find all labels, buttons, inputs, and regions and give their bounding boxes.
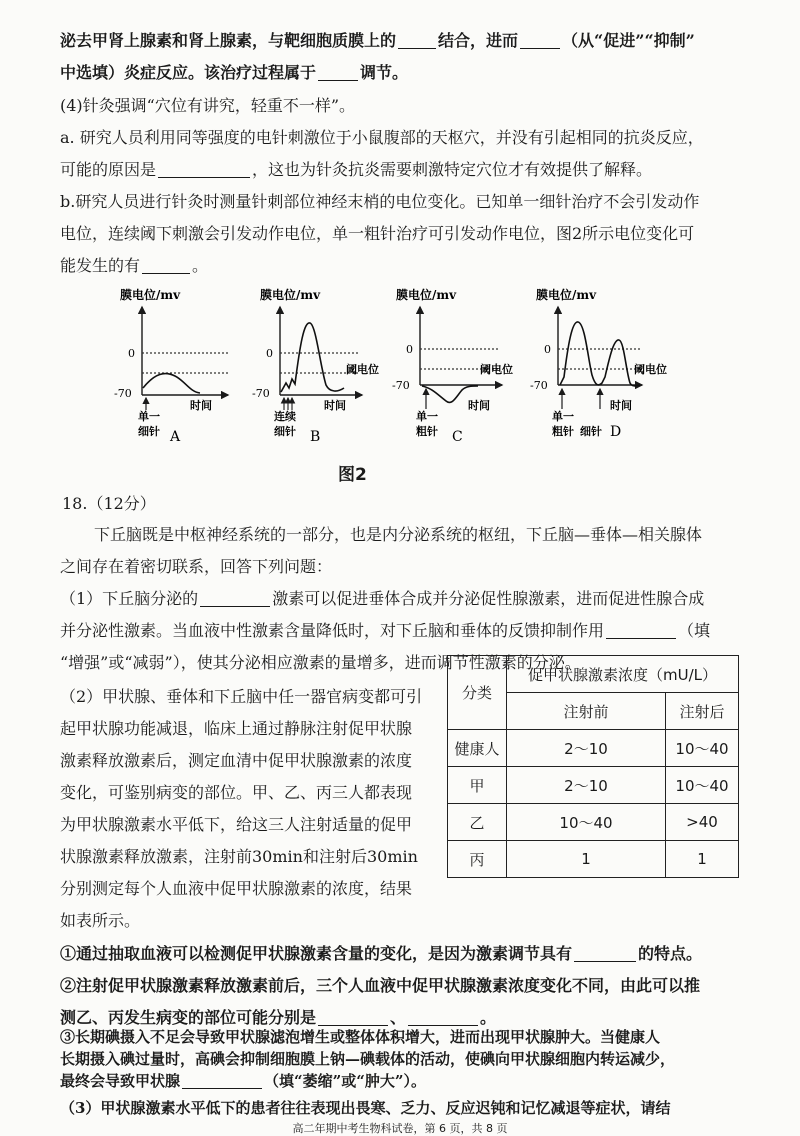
tick-zero: 0 (544, 343, 551, 356)
x-axis-label: 时间 (610, 399, 632, 412)
text-line: (4)针灸强调“穴位有讲究，轻重不一样”。 (60, 96, 356, 115)
threshold-label: 阈电位 (480, 363, 513, 376)
panel-letter: B (310, 429, 321, 445)
text-line: “增强”或“减弱”），使其分泌相应激素的量增多，进而调节性激素的分泌。 (60, 653, 581, 672)
text-line: a. 研究人员利用同等强度的电针刺激位于小鼠腹部的天枢穴，并没有引起相同的抗炎反应， (60, 128, 704, 147)
tick-neg70: -70 (114, 387, 132, 400)
hormone-table (447, 655, 739, 878)
panel-letter: A (170, 429, 181, 445)
answer-blank[interactable] (606, 622, 676, 639)
table-cell: 2～10 (507, 730, 666, 767)
answer-blank[interactable] (408, 1009, 478, 1026)
table-cell: 丙 (448, 841, 507, 878)
answer-blank[interactable] (574, 945, 636, 962)
table-header: 注射后 (666, 693, 739, 730)
answer-blank[interactable] (158, 161, 250, 178)
answer-blank[interactable] (182, 1072, 262, 1089)
panel-letter: D (610, 424, 622, 440)
stimulus-label: 细针 (138, 425, 160, 438)
answer-blank[interactable] (520, 32, 560, 49)
text-line: 可能的原因是 ，这也为针灸抗炎需要刺激特定穴位才有效提供了解释。 (60, 160, 653, 179)
curve-a (143, 374, 200, 393)
panel-b (252, 287, 379, 445)
answer-blank[interactable] (142, 257, 190, 274)
text-line: 分别测定每个人血液中促甲状腺激素的浓度，结果 (60, 879, 413, 898)
table-cell: 乙 (448, 804, 507, 841)
answer-blank[interactable] (318, 1009, 388, 1026)
x-axis-label: 时间 (324, 399, 346, 412)
text-line: （3）甲状腺激素水平低下的患者往往表现出畏寒、乏力、反应迟钝和记忆减退等症状，请结 (60, 1099, 671, 1117)
table-row (448, 730, 739, 767)
table-header: 分类 (448, 656, 507, 730)
text-line: 变化，可鉴别病变的部位。甲、乙、丙三人都表现 (60, 783, 413, 802)
text-line: （1）下丘脑分泌的 激素可以促进垂体合成并分泌促性腺激素，进而促进性腺合成 (60, 589, 705, 608)
text-line: 如表所示。 (60, 911, 141, 930)
table-cell: >40 (666, 804, 739, 841)
text-line: 长期摄入碘过量时，高碘会抑制细胞膜上钠—碘载体的活动，使碘向甲状腺细胞内转运减少， (60, 1050, 676, 1068)
stimulus-label: 单一 (138, 410, 160, 423)
figure-2-potential-charts (110, 285, 670, 455)
table-cell: 1 (507, 841, 666, 878)
table-cell: 10～40 (666, 730, 739, 767)
text-line: 为甲状腺激素水平低下，给这三人注射适量的促甲 (60, 815, 413, 834)
tick-zero: 0 (406, 343, 413, 356)
threshold-label: 阈电位 (346, 363, 379, 376)
x-axis-label: 时间 (468, 399, 490, 412)
panel-letter: C (452, 429, 463, 445)
y-axis-label: 膜电位/mv (120, 288, 181, 302)
curve-d (560, 322, 640, 386)
text-line: ①通过抽取血液可以检测促甲状腺激素含量的变化，是因为激素调节具有 的特点。 (60, 944, 703, 963)
tick-neg70: -70 (392, 379, 410, 392)
text-line: ②注射促甲状腺激素释放激素前后，三个人血液中促甲状腺激素浓度变化不同，由此可以推 (60, 976, 701, 995)
page-footer: 高二年期中考生物科试卷，第 6 页，共 8 页 (292, 1122, 508, 1135)
table-cell: 1 (666, 841, 739, 878)
table-cell: 2～10 (507, 767, 666, 804)
table-cell: 10～40 (507, 804, 666, 841)
table-header: 促甲状腺激素浓度（mU/L） (507, 656, 739, 693)
panel-d (530, 287, 667, 440)
text-line: 最终会导致甲状腺 （填“萎缩”或“肿大”）。 (60, 1072, 427, 1090)
table-cell: 健康人 (448, 730, 507, 767)
answer-blank[interactable] (398, 32, 436, 49)
table-row (448, 841, 739, 878)
question-number: 18.（12分） (62, 494, 156, 513)
stimulus-label: 单一 (416, 410, 438, 423)
curve-b (281, 323, 344, 392)
text-line: 状腺激素释放激素，注射前30min和注射后30min (60, 847, 418, 866)
text-line: 电位，连续阈下刺激会引发动作电位，单一粗针治疗可引发动作电位，图2所示电位变化可 (60, 224, 695, 243)
y-axis-label: 膜电位/mv (536, 288, 597, 302)
table-header: 注射前 (507, 693, 666, 730)
text-line: 中选填）炎症反应。该治疗过程属于 调节。 (60, 63, 409, 82)
text-line: 激素释放激素后，测定血清中促甲状腺激素的浓度 (60, 751, 413, 770)
x-axis-label: 时间 (190, 399, 212, 412)
text-line: 测乙、丙发生病变的部位可能分别是 、 。 (60, 1008, 497, 1027)
text-line: 之间存在着密切联系，回答下列问题： (60, 557, 333, 576)
tick-neg70: -70 (530, 379, 548, 392)
text-line: 并分泌性激素。当血液中性激素含量降低时，对下丘脑和垂体的反馈抑制作用 （填 (60, 621, 711, 640)
stimulus-label: 粗针 (416, 425, 438, 438)
answer-blank[interactable] (200, 590, 270, 607)
stimulus-label: 细针 (580, 425, 602, 438)
text-line: 能发生的有 。 (60, 256, 209, 275)
stimulus-label: 粗针 (552, 425, 574, 438)
answer-blank[interactable] (318, 64, 358, 81)
table-row (448, 804, 739, 841)
panel-a (114, 287, 228, 445)
y-axis-label: 膜电位/mv (260, 288, 321, 302)
text-line: ③长期碘摄入不足会导致甲状腺滤泡增生或整体体积增大，进而出现甲状腺肿大。当健康人 (60, 1028, 661, 1046)
stimulus-label: 细针 (274, 425, 296, 438)
tick-neg70: -70 (252, 387, 270, 400)
text-line: （2）甲状腺、垂体和下丘脑中任一器官病变都可引 (60, 687, 423, 706)
panel-c (392, 287, 513, 445)
text-line: 起甲状腺功能减退，临床上通过静脉注射促甲状腺 (60, 719, 413, 738)
text-line: 下丘脑既是中枢神经系统的一部分，也是内分泌系统的枢纽，下丘脑—垂体—相关腺体 (94, 525, 703, 544)
stimulus-label: 连续 (274, 410, 296, 423)
table-cell: 10～40 (666, 767, 739, 804)
figure-caption: 图2 (338, 465, 367, 485)
threshold-label: 阈电位 (634, 363, 667, 376)
table-cell: 甲 (448, 767, 507, 804)
text-line: 泌去甲肾上腺素和肾上腺素，与靶细胞质膜上的 结合，进而 （从“促进”“抑制” (60, 31, 695, 50)
tick-zero: 0 (266, 347, 273, 360)
text-line: b.研究人员进行针灸时测量针刺部位神经末梢的电位变化。已知单一细针治疗不会引发动作 (60, 192, 700, 211)
y-axis-label: 膜电位/mv (396, 288, 457, 302)
stimulus-label: 单一 (552, 410, 574, 423)
tick-zero: 0 (128, 347, 135, 360)
table-row (448, 767, 739, 804)
